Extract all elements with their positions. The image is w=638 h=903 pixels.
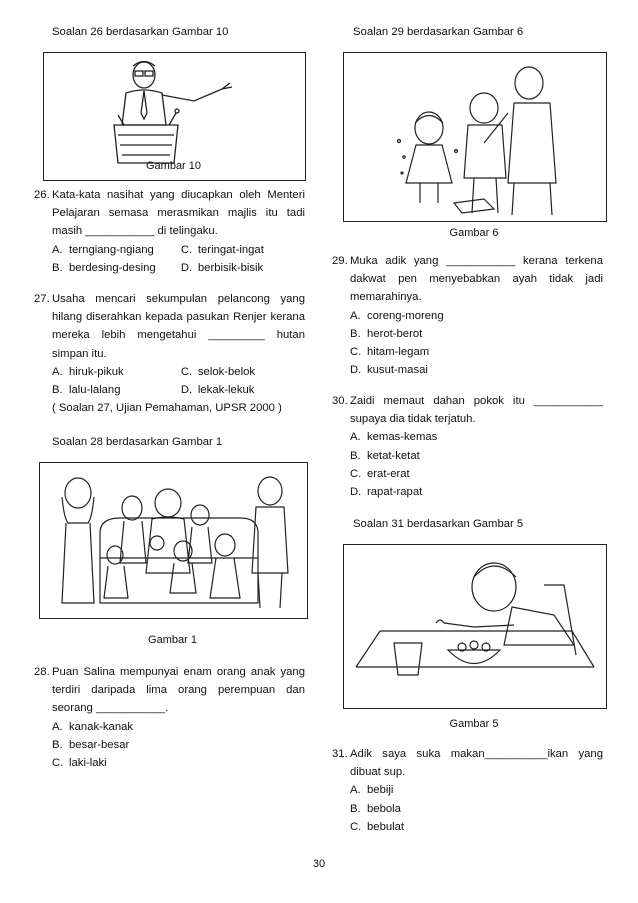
question-source: ( Soalan 27, Ujian Pemahaman, UPSR 2000 ): [52, 402, 282, 415]
caption-gambar-10: Gambar 10: [145, 160, 202, 172]
option-d[interactable]: D. kusut-masai: [350, 364, 428, 377]
option-b[interactable]: B. herot-berot: [350, 327, 423, 340]
question-number: 31.: [332, 748, 348, 760]
ink-stained-child-illustration: [344, 53, 606, 221]
figure-gambar-1: [39, 462, 308, 619]
header-q29: Soalan 29 berdasarkan Gambar 6: [353, 26, 524, 38]
option-a[interactable]: A. bebiji: [350, 784, 394, 797]
caption-gambar-5: Gambar 5: [449, 718, 499, 730]
question-27: [34, 290, 305, 417]
question-stem: Zaidi memaut dahan pokok itu ___________ supaya dia tidak terjatuh.: [350, 395, 603, 426]
boy-eating-soup-illustration: [344, 545, 606, 708]
question-stem: Puan Salina mempunyai enam orang anak yang terdiri daripada lima orang perempuan dan seorang ___________.: [52, 666, 305, 715]
header-q26: Soalan 26 berdasarkan Gambar 10: [52, 26, 229, 38]
caption-gambar-1: Gambar 1: [148, 634, 197, 646]
header-q28: Soalan 28 berdasarkan Gambar 1: [52, 436, 223, 448]
option-a[interactable]: A. kanak-kanak: [52, 720, 134, 733]
option-b[interactable]: B. bebola: [350, 802, 401, 815]
question-number: 26.: [34, 189, 50, 201]
figure-gambar-6: [343, 52, 607, 222]
question-30: [332, 392, 603, 501]
caption-gambar-6: Gambar 6: [449, 227, 499, 239]
header-q31: Soalan 31 berdasarkan Gambar 5: [353, 518, 524, 530]
option-a[interactable]: A. kemas-kemas: [350, 431, 438, 444]
option-c[interactable]: C. erat-erat: [350, 467, 410, 480]
question-26: [34, 186, 305, 277]
option-b[interactable]: B. ketat-ketat: [350, 449, 420, 462]
option-a[interactable]: A. hiruk-pikuk: [52, 365, 124, 378]
question-stem: Kata-kata nasihat yang diucapkan oleh Menteri Pelajaran semasa merasmikan majlis itu tadi masih ___________ di telingaku.: [52, 189, 305, 238]
option-c[interactable]: C. bebulat: [350, 820, 405, 833]
option-b[interactable]: B. lalu-lalang: [52, 384, 121, 396]
option-d[interactable]: D. lekak-lekuk: [180, 384, 255, 396]
family-illustration: [40, 463, 307, 618]
option-b[interactable]: B. besar-besar: [52, 738, 130, 751]
option-a[interactable]: A. coreng-moreng: [350, 309, 444, 322]
option-d[interactable]: D. berbisik-bisik: [180, 261, 264, 274]
question-stem: Adik saya suka makan__________ikan yang dibuat sup.: [350, 748, 603, 779]
option-d[interactable]: D. rapat-rapat: [350, 485, 423, 498]
option-c[interactable]: C. laki-laki: [52, 756, 107, 769]
figure-gambar-5: [343, 544, 607, 709]
page-number: 30: [312, 858, 326, 870]
option-a[interactable]: A. terngiang-ngiang: [52, 243, 154, 256]
question-number: 27.: [34, 293, 50, 305]
option-c[interactable]: C. selok-belok: [180, 365, 256, 378]
question-stem: Muka adik yang ___________ kerana terkena dakwat pen menyebabkan ayah tidak jadi memarahinya.: [350, 255, 603, 304]
question-28: [34, 663, 305, 772]
option-c[interactable]: C. hitam-legam: [350, 345, 430, 358]
question-number: 28.: [34, 666, 50, 678]
option-b[interactable]: B. berdesing-desing: [52, 261, 156, 274]
question-31: [332, 745, 603, 836]
question-stem: Usaha mencari sekumpulan pelancong yang hilang diserahkan kepada pasukan Renjer kerana mereka lebih mengetahui _________ hutan simpan itu.: [52, 293, 305, 360]
question-number: 30.: [332, 395, 348, 407]
option-c[interactable]: C. teringat-ingat: [180, 243, 264, 256]
question-number: 29.: [332, 255, 348, 267]
question-29: [332, 252, 603, 379]
